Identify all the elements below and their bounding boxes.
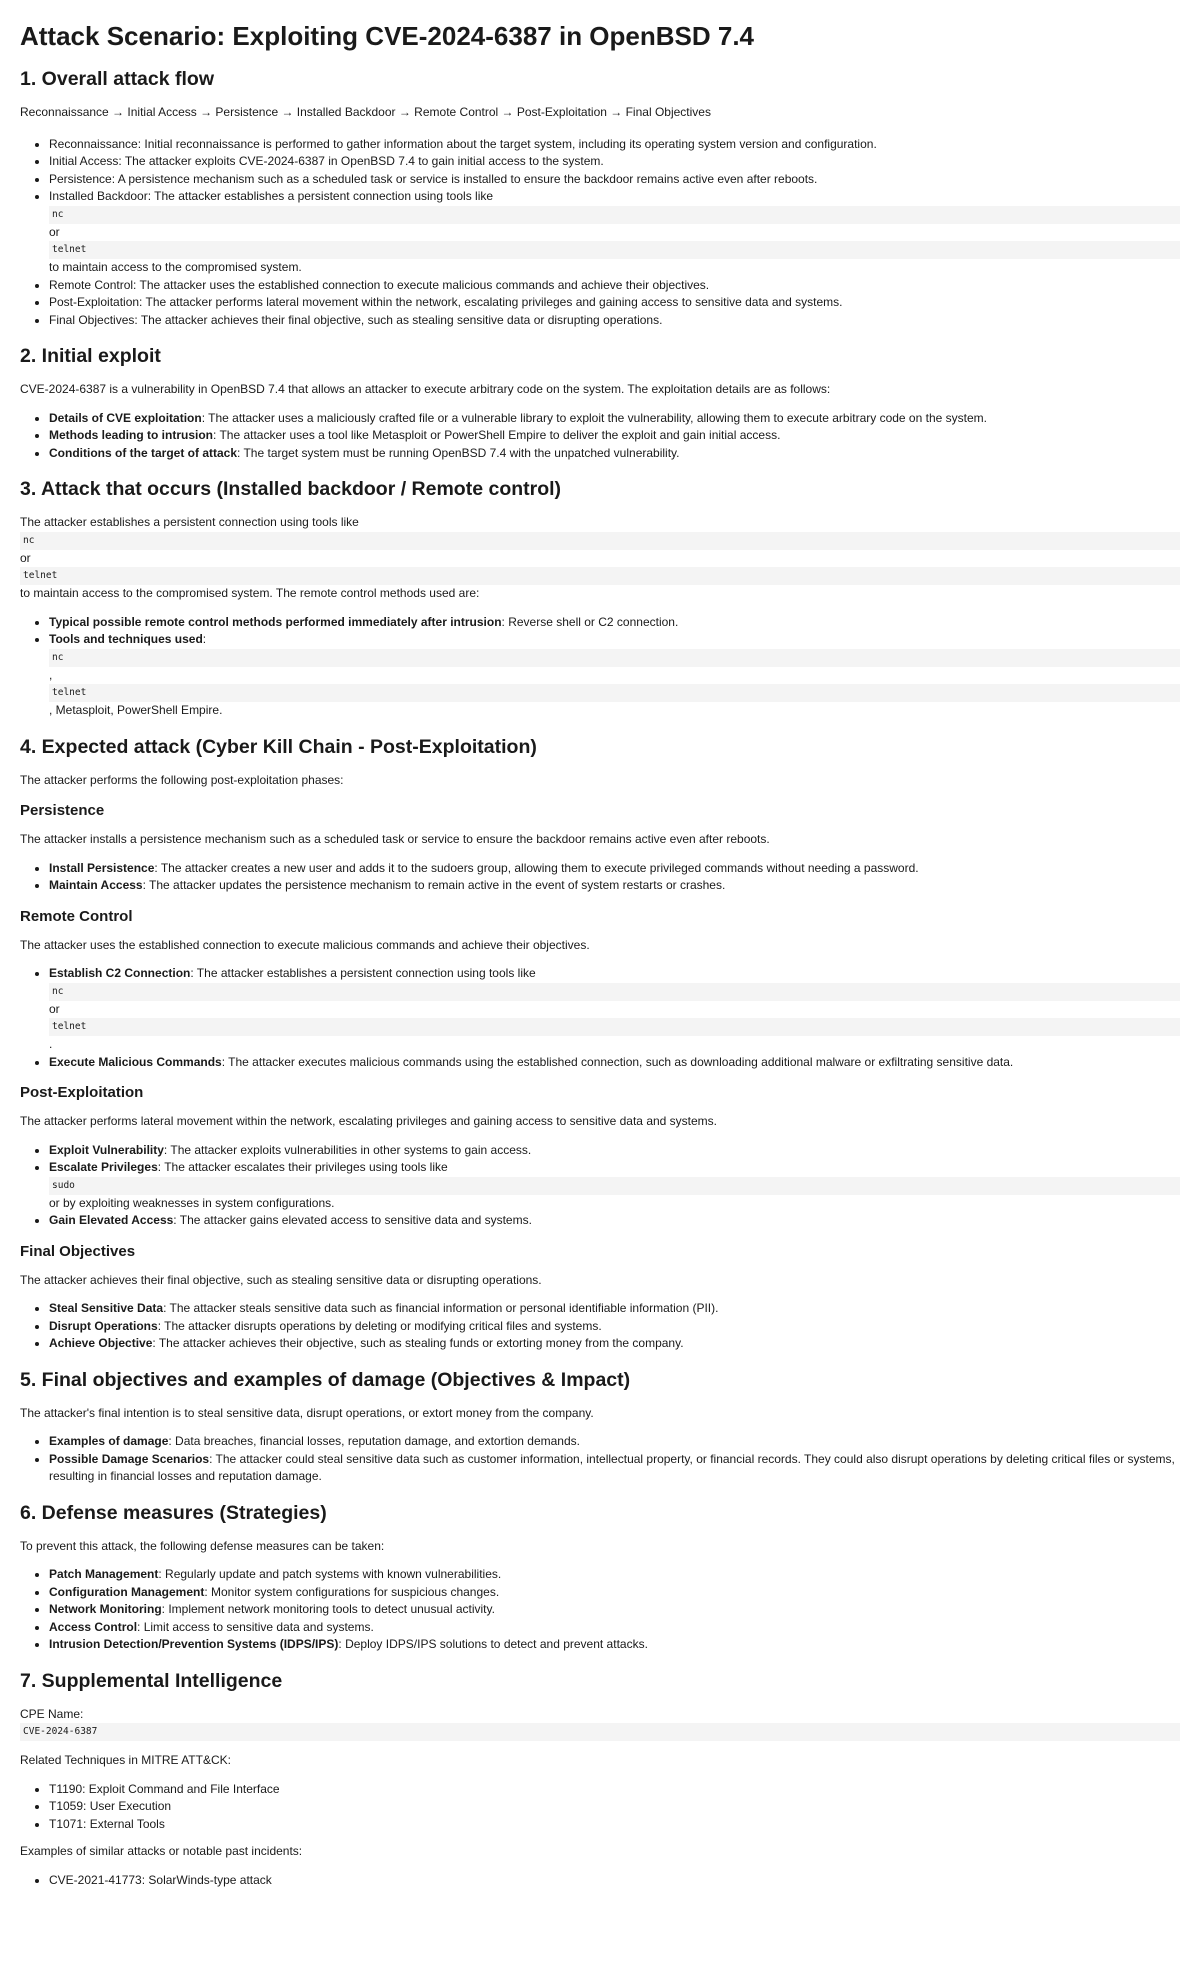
- subsection-post-exploitation-heading: Post-Exploitation: [20, 1084, 144, 1101]
- term: Disrupt Operations: [49, 1318, 158, 1333]
- list-item: [49, 1318, 1180, 1336]
- description: : Deploy IDPS/IPS solutions to detect and prevent attacks.: [338, 1637, 648, 1651]
- description: : The attacker disrupts operations by deleting or modifying critical files and systems.: [157, 1318, 602, 1333]
- section-4-intro: The attacker performs the following post-exploitation phases:: [20, 772, 344, 787]
- description: : The attacker uses a tool like Metasploit or PowerShell Empire to deliver the exploit and gain initial access.: [213, 428, 781, 442]
- description: .: [49, 1037, 53, 1051]
- term: Maintain Access: [49, 878, 143, 892]
- similar-label: Examples of similar attacks or notable past incidents:: [20, 1844, 303, 1858]
- mitre-label: Related Techniques in MITRE ATT&CK:: [20, 1753, 231, 1767]
- section-5-heading: 5. Final objectives and examples of damage (Objectives & Impact): [20, 1368, 631, 1391]
- paragraph-text: The attacker establishes a persistent connection using tools like: [20, 515, 359, 529]
- list-item: [49, 1433, 1180, 1451]
- list-item: [49, 631, 1180, 720]
- description: or by exploiting weaknesses in system configurations.: [49, 1195, 335, 1210]
- list-item: [49, 614, 1180, 632]
- description: : The target system must be running OpenBSD 7.4 with the unpatched vulnerability.: [237, 445, 680, 460]
- section-1-list: [20, 136, 1180, 330]
- term: Network Monitoring: [49, 1602, 162, 1616]
- cpe-label: CPE Name:: [20, 1706, 84, 1721]
- term: Configuration Management: [49, 1584, 205, 1599]
- term: Tools and techniques used: [49, 632, 203, 646]
- description: : The attacker exploits vulnerabilities in other systems to gain access.: [163, 1142, 532, 1157]
- subsection-final-objectives-heading: Final Objectives: [20, 1242, 136, 1260]
- term: Possible Damage Scenarios: [49, 1451, 210, 1466]
- description: : Limit access to sensitive data and systems.: [137, 1619, 374, 1634]
- section-4-heading: 4. Expected attack (Cyber Kill Chain - Post-Exploitation): [20, 735, 537, 758]
- description: : Implement network monitoring tools to detect unusual activity.: [161, 1602, 495, 1616]
- code-telnet: telnet: [20, 567, 1180, 585]
- term: Examples of damage: [49, 1434, 169, 1448]
- post-exploitation-list: [20, 1142, 1180, 1230]
- description: or: [49, 1001, 60, 1016]
- subsection-intro: The attacker installs a persistence mechanism such as a scheduled task or service to ensure the backdoor remains active even after reboots.: [20, 832, 770, 846]
- term: Steal Sensitive Data: [49, 1301, 164, 1315]
- list-item: [49, 1566, 1180, 1584]
- description: : The attacker could steal sensitive data such as customer information, intellectual property, or financial records. They could also disrupt operations by deleting critical files or systems, resulting in financial losses and reputation damage.: [49, 1451, 1175, 1483]
- list-item: • T1190: Exploit Command and File Interface: [49, 1781, 1180, 1799]
- section-3-list: [20, 614, 1180, 720]
- list-item: • T1059: User Execution: [49, 1798, 1180, 1816]
- description: , Metasploit, PowerShell Empire.: [49, 703, 223, 717]
- mitre-list: [20, 1781, 1180, 1834]
- list-item: [49, 1601, 1180, 1619]
- code-telnet: telnet: [49, 684, 1180, 702]
- description: : The attacker establishes a persistent connection using tools like: [190, 966, 536, 980]
- list-item: [49, 427, 1180, 445]
- term: Gain Elevated Access: [49, 1213, 174, 1227]
- term: Methods leading to intrusion: [49, 428, 213, 442]
- section-5-intro: The attacker's final intention is to steal sensitive data, disrupt operations, or extort money from the company.: [20, 1405, 594, 1420]
- page-title: Attack Scenario: Exploiting CVE-2024-6387 in OpenBSD 7.4: [20, 21, 755, 51]
- term: Install Persistence: [49, 860, 155, 875]
- term: Intrusion Detection/Prevention Systems (IDPS/IPS): [49, 1637, 339, 1651]
- description: : The attacker gains elevated access to sensitive data and systems.: [173, 1213, 532, 1227]
- section-2-list: [20, 410, 1180, 463]
- list-item: [49, 860, 1180, 878]
- term: Establish C2 Connection: [49, 966, 191, 980]
- term: Details of CVE exploitation: [49, 410, 202, 425]
- list-item: • CVE-2021-41773: SolarWinds-type attack: [49, 1872, 1180, 1890]
- list-item: [49, 1584, 1180, 1602]
- subsection-intro: The attacker achieves their final objective, such as stealing sensitive data or disrupting operations.: [20, 1272, 542, 1287]
- code-telnet: telnet: [49, 241, 1180, 259]
- description: : The attacker executes malicious commands using the established connection, such as downloading additional malware or exfiltrating sensitive data.: [221, 1054, 1014, 1069]
- section-1-heading: 1. Overall attack flow: [20, 68, 215, 90]
- description: : The attacker escalates their privileges using tools like: [157, 1160, 448, 1174]
- paragraph-text: to maintain access to the compromised system. The remote control methods used are:: [20, 586, 480, 600]
- section-7-heading: 7. Supplemental Intelligence: [20, 1669, 283, 1692]
- description: : The attacker achieves their objective, such as stealing funds or extorting money from the company.: [152, 1336, 684, 1350]
- code-nc: nc: [20, 532, 1180, 550]
- description: : Monitor system configurations for suspicious changes.: [204, 1584, 500, 1599]
- code-nc: nc: [49, 983, 1180, 1001]
- section-3-intro: [20, 514, 1180, 603]
- description: : The attacker uses a maliciously crafted file or a vulnerable library to exploit the vulnerability, allowing them to execute arbitrary code on the system.: [201, 410, 987, 425]
- list-item: • Persistence: A persistence mechanism such as a scheduled task or service is installed to ensure the backdoor remains active even after reboots.: [49, 171, 1180, 189]
- term: Access Control: [49, 1619, 138, 1634]
- list-item: [49, 410, 1180, 428]
- list-item: • Final Objectives: The attacker achieves their final objective, such as stealing sensitive data or disrupting operations.: [49, 312, 1180, 330]
- list-item: [49, 877, 1180, 895]
- description: : Data breaches, financial losses, reputation damage, and extortion demands.: [168, 1434, 580, 1448]
- list-item: [49, 1142, 1180, 1160]
- description: : The attacker creates a new user and adds it to the sudoers group, allowing them to execute privileged commands without needing a password.: [154, 860, 919, 875]
- term: Exploit Vulnerability: [49, 1142, 164, 1157]
- list-item: [49, 445, 1180, 463]
- code-nc: nc: [49, 206, 1180, 224]
- section-6-list: [20, 1566, 1180, 1654]
- section-5-list: [20, 1433, 1180, 1486]
- code-telnet: telnet: [49, 1018, 1180, 1036]
- list-item: [49, 1300, 1180, 1318]
- code-nc: nc: [49, 649, 1180, 667]
- list-item: • Initial Access: The attacker exploits CVE-2024-6387 in OpenBSD 7.4 to gain initial access to the system.: [49, 153, 1180, 171]
- term: Escalate Privileges: [49, 1160, 158, 1174]
- list-item: [49, 1159, 1180, 1212]
- description: : Regularly update and patch systems with known vulnerabilities.: [158, 1567, 502, 1581]
- code-sudo: sudo: [49, 1177, 1180, 1195]
- attack-flow: Reconnaissance → Initial Access → Persistence → Installed Backdoor → Remote Control → Post-Exploitation → Final Objectives: [20, 105, 711, 119]
- subsection-intro: The attacker uses the established connection to execute malicious commands and achieve their objectives.: [20, 937, 590, 952]
- section-3-heading: 3. Attack that occurs (Installed backdoor / Remote control): [20, 478, 562, 500]
- list-item: [49, 1054, 1180, 1072]
- persistence-list: [20, 860, 1180, 895]
- list-item: [49, 188, 1180, 277]
- description: :: [202, 632, 207, 646]
- section-6-intro: To prevent this attack, the following defense measures can be taken:: [20, 1538, 385, 1553]
- list-item-text: or: [49, 224, 60, 239]
- description: : The attacker updates the persistence mechanism to remain active in the event of system restarts or crashes.: [142, 878, 726, 892]
- code-cpe: CVE-2024-6387: [20, 1723, 1180, 1741]
- list-item-text: to maintain access to the compromised system.: [49, 260, 302, 274]
- list-item: [49, 1636, 1180, 1654]
- similar-list: [20, 1872, 1180, 1890]
- list-item: • Reconnaissance: Initial reconnaissance is performed to gather information about the target system, including its operating system version and configuration.: [49, 136, 1180, 154]
- remote-control-list: [20, 965, 1180, 1071]
- list-item: [49, 965, 1180, 1054]
- description: : The attacker steals sensitive data such as financial information or personal identifiable information (PII).: [163, 1301, 719, 1315]
- list-item: • Post-Exploitation: The attacker performs lateral movement within the network, escalating privileges and gaining access to sensitive data and systems.: [49, 294, 1180, 312]
- section-2-intro: CVE-2024-6387 is a vulnerability in OpenBSD 7.4 that allows an attacker to execute arbitrary code on the system. The exploitation details are as follows:: [20, 382, 831, 396]
- list-item: [49, 1619, 1180, 1637]
- term: Conditions of the target of attack: [49, 445, 238, 460]
- list-item: [49, 1212, 1180, 1230]
- section-2-heading: 2. Initial exploit: [20, 345, 161, 367]
- list-item: [49, 1451, 1180, 1486]
- paragraph-text: or: [20, 550, 31, 565]
- final-objectives-list: [20, 1300, 1180, 1353]
- list-item: • Remote Control: The attacker uses the established connection to execute malicious commands and achieve their objectives.: [49, 277, 1180, 295]
- subsection-persistence-heading: Persistence: [20, 802, 105, 819]
- term: Achieve Objective: [49, 1336, 153, 1350]
- term: Typical possible remote control methods performed immediately after intrusion: [49, 614, 502, 629]
- list-item: [49, 1335, 1180, 1353]
- section-6-heading: 6. Defense measures (Strategies): [20, 1501, 327, 1524]
- list-item-text: Installed Backdoor: The attacker establishes a persistent connection using tools like: [49, 189, 494, 203]
- term: Execute Malicious Commands: [49, 1054, 222, 1069]
- description: : Reverse shell or C2 connection.: [501, 614, 679, 629]
- list-item: • T1071: External Tools: [49, 1816, 1180, 1834]
- description: ,: [49, 667, 53, 682]
- subsection-remote-control-heading: Remote Control: [20, 907, 133, 925]
- subsection-intro: The attacker performs lateral movement within the network, escalating privileges and gaining access to sensitive data and systems.: [20, 1114, 718, 1128]
- term: Patch Management: [49, 1567, 159, 1581]
